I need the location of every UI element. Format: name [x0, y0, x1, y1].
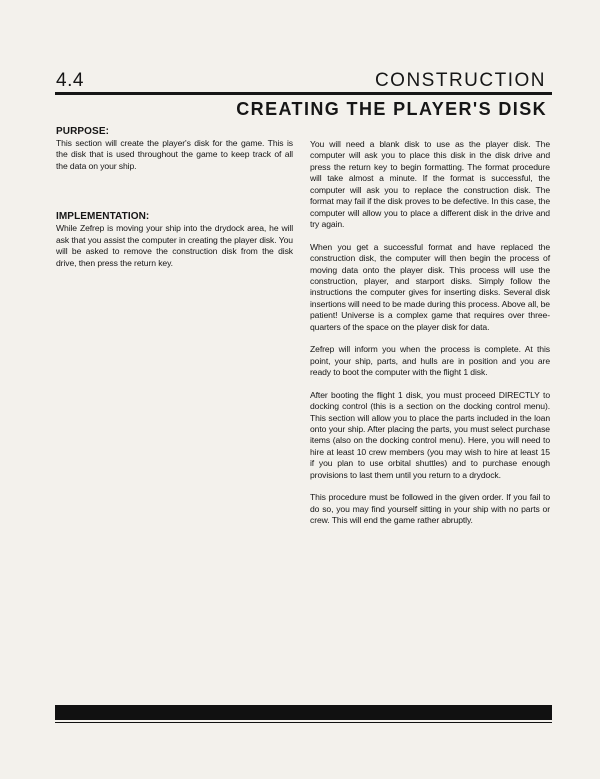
page-title: CREATING THE PLAYER'S DISK	[236, 99, 547, 119]
column-spacer	[56, 172, 293, 211]
paragraph-moving-data: When you get a successful format and have replaced the construction disk, the computer will then begin the process of moving data onto the player disk. This process will use the construction, player, and starport disks. Simply follow the instructions the computer gives for inserting disks. Several disk insertions will need to be made during this process. Above all, be patient! Universe is a complex game that requires over three-quarters of the space on the player disk for data.	[310, 241, 550, 332]
right-column	[310, 139, 550, 538]
paragraph-procedure-order: This procedure must be followed in the given order. If you fail to do so, you may find yourself sitting in your ship with no parts or crew. This will end the game rather abruptly.	[310, 492, 550, 526]
paragraph-after-booting: After booting the flight 1 disk, you must proceed DIRECTLY to docking control (this is a section on the docking control menu). This section will allow you to place the parts included in the loan onto your ship. After placing the parts, you must select purchase items (also on the docking control menu). Here, you will need to hire at least 10 crew members (you may wish to hire at least 15 if you plan to use orbital shuttles) and to purchase enough provisions to last them until you return to a drydock.	[310, 389, 550, 480]
left-column	[56, 126, 293, 269]
implementation-text: While Zefrep is moving your ship into the drydock area, he will ask that you assist the computer in creating the player disk. You will be asked to remove the construction disk from the disk drive, then press the return key.	[56, 223, 293, 268]
paragraph-process-complete: Zefrep will inform you when the process is complete. At this point, your ship, parts, and hulls are in position and you are ready to boot the computer with the flight 1 disk.	[310, 344, 550, 378]
header-rule	[55, 92, 552, 95]
paragraph-blank-disk: You will need a blank disk to use as the player disk. The computer will ask you to place this disk in the disk drive and press the return key to begin formatting. The format procedure will take almost a minute. If the format is successful, the computer will ask you to replace the construction disk. The format may fail if the disk proves to be defective. In this case, the computer will allow you to place a different disk in the drive and try again.	[310, 139, 550, 230]
purpose-heading: PURPOSE:	[56, 126, 110, 137]
footer-bar	[55, 705, 552, 720]
implementation-heading: IMPLEMENTATION:	[56, 211, 150, 223]
purpose-text: This section will create the player's disk for the game. This is the disk that is used throughout the game to keep track of all the data on your ship.	[56, 138, 293, 171]
section-number: 4.4	[56, 70, 84, 91]
footer-rule	[55, 722, 552, 723]
section-name: CONSTRUCTION	[374, 70, 546, 91]
